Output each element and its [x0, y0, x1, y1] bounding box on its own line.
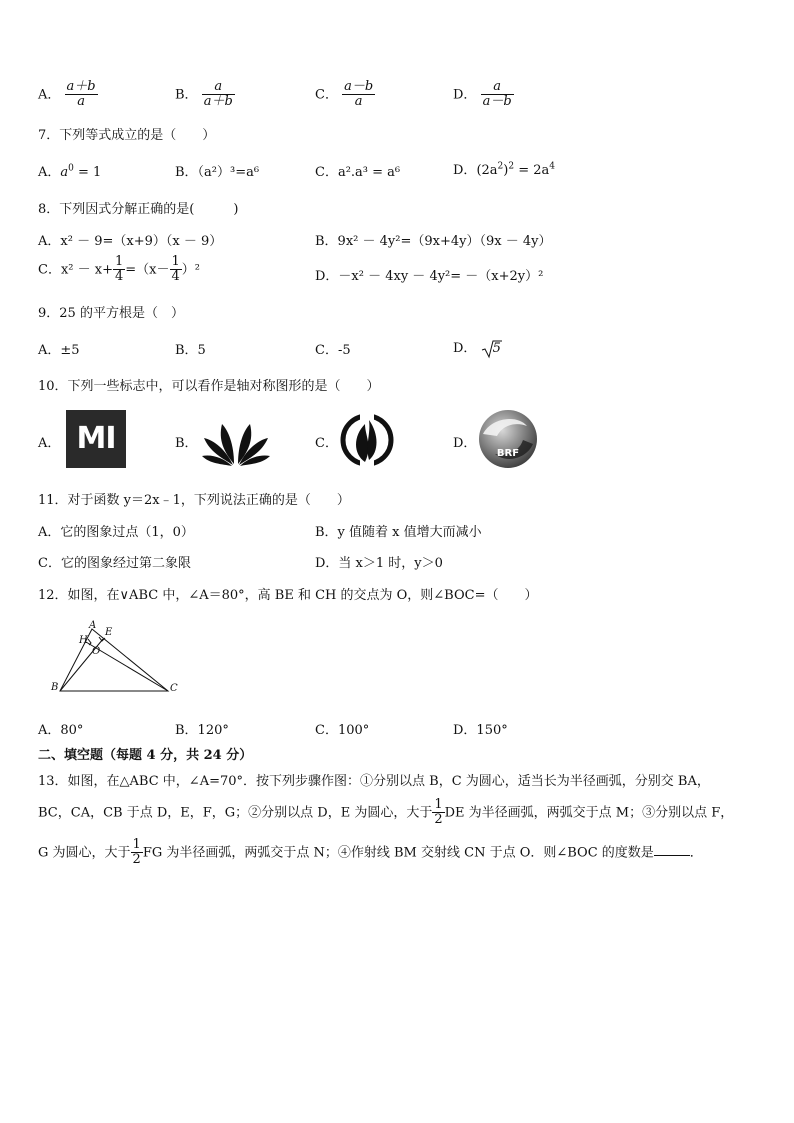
q10-option-d-letter: D． [453, 436, 477, 451]
q8-option-b: B．9x² － 4y²=（9x+4y）（9x － 4y） [315, 234, 552, 249]
q11-option-b: B．y 值随着 x 值增大而减小 [315, 525, 482, 540]
leaf-circle-logo-icon [335, 410, 399, 470]
fraction-numerator: a [481, 80, 514, 95]
q10-option-b-letter: B． [175, 436, 198, 451]
triangle-figure [48, 618, 188, 698]
q6-option-d [453, 80, 514, 110]
q9-option-a: A．±5 [38, 343, 80, 358]
math-expr: =（x－ [125, 262, 170, 278]
q13-line-3 [38, 838, 703, 868]
q13-text: ． [689, 845, 703, 861]
option-letter: A． [38, 165, 61, 180]
math-base: a [60, 165, 69, 180]
q10-stem: 10．下列一些标志中，可以看作是轴对称图形的是（ ） [38, 379, 380, 394]
option-letter: D． [453, 341, 477, 356]
q12-stem: 12．如图，在∨ABC 中，∠A＝80°，高 BE 和 CH 的交点为 O，则∠BOC=（ ） [38, 588, 538, 603]
q10-option-c-letter: C． [315, 436, 338, 451]
q7-option-b: B．（a²）³=a⁶ [175, 165, 260, 180]
point-label-e: E [105, 627, 113, 638]
q7-stem: 7．下列等式成立的是（ ） [38, 128, 216, 143]
math-expr: C．x² － x+ [38, 262, 113, 278]
q13-line-1: 13．如图，在△ABC 中，∠A=70°．按下列步骤作图：①分别以点 B，C 为圆心，适当长为半径画弧，分别交 BA， [38, 774, 710, 789]
q9-option-d [453, 337, 501, 359]
q13-text: FG 为半径画弧，两弧交于点 N；④作射线 BM 交射线 CN 于点 O．则∠BOC 的度数是 [142, 845, 654, 861]
math-expr: ）² [181, 262, 200, 278]
math-expr: (2a [476, 163, 498, 178]
option-letter: A． [38, 87, 61, 103]
q12-option-b: B．120° [175, 723, 229, 738]
math-rest: = 1 [73, 165, 102, 180]
q13-line-2 [38, 798, 733, 828]
math-exponent: 2 [497, 161, 504, 172]
brf-logo [477, 408, 539, 470]
q9-option-c: C．-5 [315, 343, 351, 358]
math-exponent: 0 [68, 163, 74, 174]
sqrt-radicand: 5 [492, 341, 501, 356]
point-label-h: H [79, 635, 88, 646]
q6-option-c [315, 80, 375, 110]
math-exponent: 4 [549, 161, 555, 172]
fraction-numerator: 1 [171, 254, 180, 269]
fraction-numerator: 1 [114, 254, 124, 269]
fraction-denominator: 4 [114, 269, 124, 285]
option-letter: B． [175, 87, 198, 103]
q13-text: BC，CA，CB 于点 D，E，F，G；②分别以点 D，E 为圆心，大于 [38, 805, 433, 821]
q12-option-c: C．100° [315, 723, 370, 738]
fraction-denominator: a－b [482, 94, 512, 110]
fraction-numerator: 1 [434, 797, 443, 812]
fraction-denominator: a＋b [203, 94, 233, 110]
q7-option-c: C．a².a³ = a⁶ [315, 165, 401, 180]
fraction-numerator: a＋b [66, 79, 96, 94]
q12-option-d: D．150° [453, 723, 508, 738]
q6-option-a [38, 80, 98, 110]
q8-stem: 8．下列因式分解正确的是( ) [38, 202, 239, 217]
q8-option-d: D．－x² － 4xy － 4y²= －（x+2y）² [315, 269, 544, 284]
fraction-denominator: 2 [132, 852, 141, 868]
q13-text: G 为圆心，大于 [38, 845, 131, 861]
fraction-denominator: 4 [171, 269, 180, 285]
fraction-denominator: 2 [434, 812, 443, 828]
q7-option-d [453, 159, 555, 178]
math-expr: = 2a [514, 163, 550, 178]
q11-option-c: C．它的图象经过第二象限 [38, 556, 191, 571]
vertex-label-a: A [89, 620, 97, 631]
option-letter: D． [453, 163, 477, 178]
math-exponent: 2 [508, 161, 515, 172]
triangle-diagram [48, 618, 188, 698]
huawei-logo-icon [200, 410, 272, 468]
option-letter: C． [315, 87, 338, 103]
option-letter: D． [453, 87, 477, 103]
brf-logo-text: BRF [496, 448, 520, 459]
q11-option-a: A．它的图象过点（1，0） [38, 525, 194, 540]
xiaomi-logo-text: MI [76, 421, 116, 456]
q13-text: DE 为半径画弧，两弧交于点 M；③分别以点 F， [444, 805, 734, 821]
q8-option-a: A．x² － 9=（x+9）（x － 9） [38, 234, 223, 249]
q9-stem: 9．25 的平方根是（ ） [38, 306, 184, 321]
fraction-numerator: 1 [132, 837, 141, 852]
fraction-denominator: a [354, 94, 363, 110]
q11-option-d: D．当 x＞1 时，y＞0 [315, 556, 443, 571]
q7-option-a [38, 161, 101, 180]
section-heading: 二、填空题（每题 4 分，共 24 分） [38, 748, 253, 763]
q8-option-c [38, 255, 200, 285]
vertex-label-b: B [51, 682, 59, 693]
math-expr: ) [503, 163, 509, 178]
vertex-label-c: C [170, 683, 178, 694]
brf-globe-icon [477, 408, 539, 470]
xiaomi-logo [66, 410, 126, 468]
fraction-numerator: a－b [344, 79, 374, 94]
q10-option-a-letter: A． [38, 436, 61, 451]
fraction-numerator: a [202, 80, 235, 95]
q6-option-b [175, 80, 235, 110]
point-label-o: O [92, 646, 101, 657]
q11-stem: 11．对于函数 y＝2x﹣1，下列说法正确的是（ ） [38, 493, 350, 508]
q12-option-a: A．80° [38, 723, 84, 738]
fraction-denominator: a [77, 94, 85, 110]
answer-blank[interactable] [654, 843, 690, 856]
q9-option-b: B．5 [175, 343, 206, 358]
